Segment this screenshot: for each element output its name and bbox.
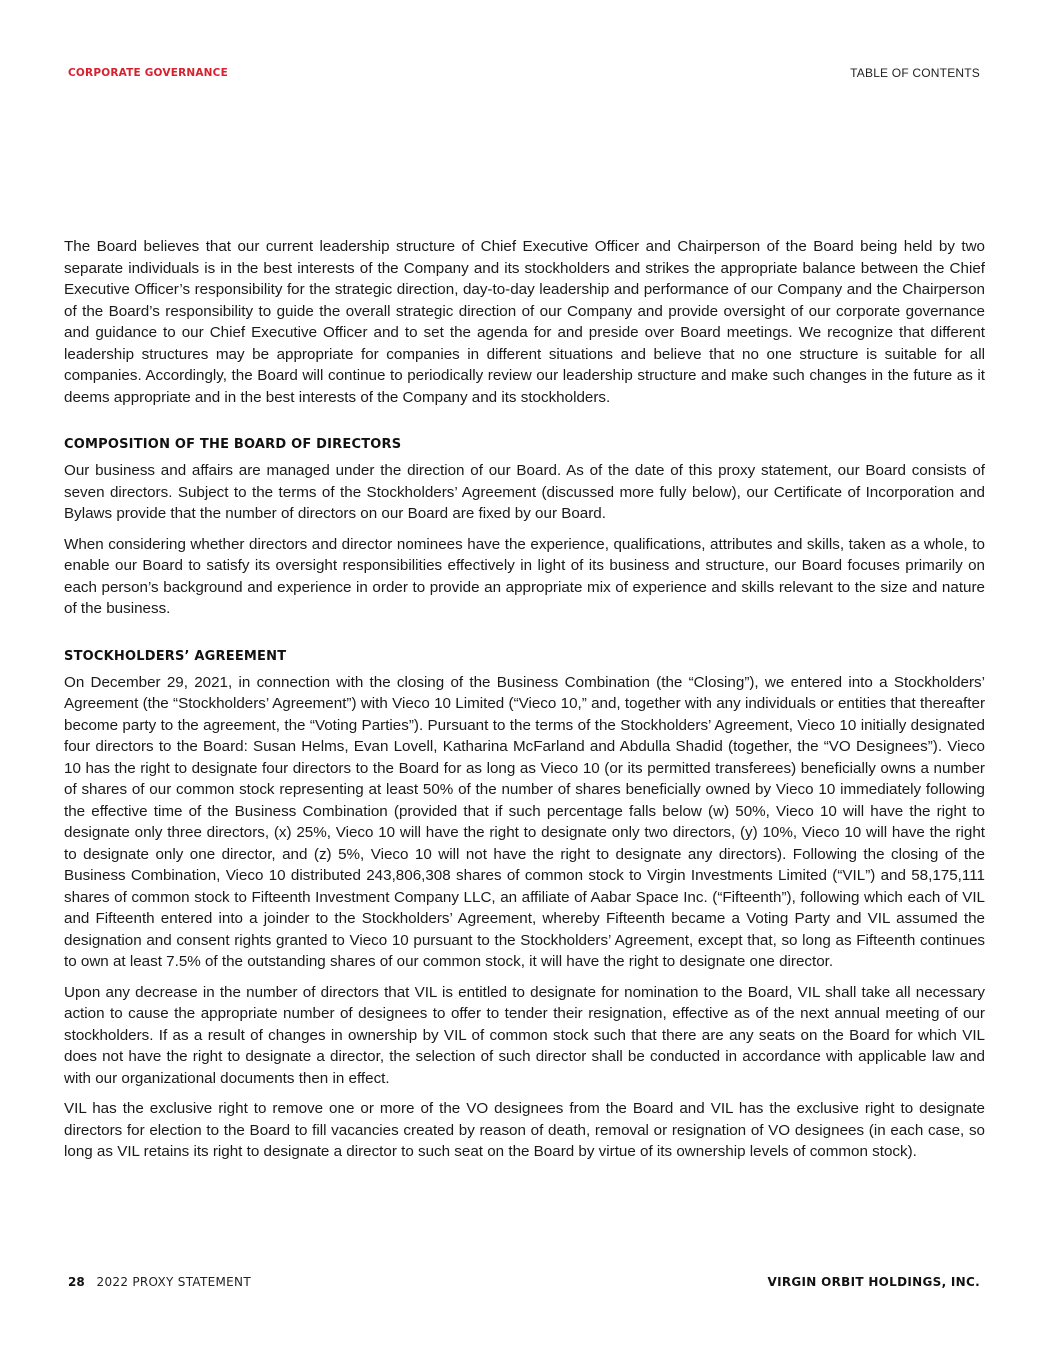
agreement-paragraph-3: VIL has the exclusive right to remove one or more of the VO designees from the Board and VIL has the exclusive right to designate directors for election to the Board to fill vacancies created by reason of death, removal or resignation of VO designees (in each case, so long as VIL retains its right to designate a director to such seat on the Board by virtue of its ownership levels of common stock). xyxy=(64,1100,985,1160)
footer-left xyxy=(68,1275,251,1289)
stockholders-agreement-heading: STOCKHOLDERS’ AGREEMENT xyxy=(64,648,287,664)
agreement-paragraph-1: On December 29, 2021, in connection with the closing of the Business Combination (the “Closing”), we entered into a Stockholders’ Agreement (the “Stockholders’ Agreement”) with Vieco 10 Limited (“Vieco 10,” and, together with any individuals or entities that thereafter become party to the agreement, the “Voting Parties”). Pursuant to the terms of the Stockholders’ Agreement, Vieco 10 initially designated four directors to the Board: Susan Helms, Evan Lovell, Katharina McFarland and Abdulla Shadid (together, the “VO Designees”). Vieco 10 has the right to designate four directors to the Board for as long as Vieco 10 (or its permitted transferees) beneficially owns a number of shares of our common stock representing at least 50% of the number of shares beneficially owned by Vieco 10 immediately following the effective time of the Business Combination (provided that if such percentage falls below (w) 50%, Vieco 10 will have the right to designate only three directors, (x) 25%, Vieco 10 will have the right to designate only two directors, (y) 10%, Vieco 10 will have the right to designate only one director, and (z) 5%, Vieco 10 will not have the right to designate any directors). Following the closing of the Business Combination, Vieco 10 distributed 243,806,308 shares of common stock to Virgin Investments Limited (“VIL”) and 58,175,111 shares of common stock to Fifteenth Investment Company LLC, an affiliate of Aabar Space Inc. (“Fifteenth”), following which each of VIL and Fifteenth entered into a joinder to the Stockholders’ Agreement, whereby Fifteenth became a Voting Party and VIL assumed the designation and consent rights granted to Vieco 10 pursuant to the Stockholders’ Agreement, except that, so long as Fifteenth continues to own at least 7.5% of the outstanding shares of our common stock, it will have the right to designate one director. xyxy=(64,673,985,970)
composition-paragraph-2: When considering whether directors and director nominees have the experience, qualifications, attributes and skills, taken as a whole, to enable our Board to satisfy its oversight responsibilities effectively in light of its business and structure, our Board focuses primarily on each person’s background and experience in order to provide an appropriate mix of experience and skills relevant to the size and nature of the business. xyxy=(64,535,985,617)
agreement-paragraph-2: Upon any decrease in the number of directors that VIL is entitled to designate for nomination to the Board, VIL shall take all necessary action to cause the appropriate number of designees to offer to tender their resignation, effective as of the next annual meeting of our stockholders. If as a result of changes in ownership by VIL of common stock such that there are any seats on the Board for which VIL does not have the right to designate a director, the selection of such director shall be conducted in accordance with applicable law and with our organizational documents then in effect. xyxy=(64,983,985,1087)
page-number: 28 xyxy=(68,1275,85,1289)
section-label: CORPORATE GOVERNANCE xyxy=(68,67,228,79)
composition-heading: COMPOSITION OF THE BOARD OF DIRECTORS xyxy=(64,437,402,452)
document-title: 2022 PROXY STATEMENT xyxy=(96,1275,251,1289)
composition-paragraph-1: Our business and affairs are managed under the direction of our Board. As of the date of this proxy statement, our Board consists of seven directors. Subject to the terms of the Stockholders’ Agreement (discussed more fully below), our Certificate of Incorporation and Bylaws provide that the number of directors on our Board are fixed by our Board. xyxy=(64,462,985,522)
table-of-contents-link[interactable]: TABLE OF CONTENTS xyxy=(850,66,980,80)
main-content xyxy=(64,236,985,1172)
company-name: VIRGIN ORBIT HOLDINGS, INC. xyxy=(767,1275,980,1289)
intro-paragraph: The Board believes that our current leadership structure of Chief Executive Officer and Chairperson of the Board being held by two separate individuals is in the best interests of the Company and its stockholders and strikes the appropriate balance between the Chief Executive Officer’s responsibility for the strategic direction, day-to-day leadership and performance of our Company and the Chairperson of the Board’s responsibility to guide the overall strategic direction of our Company and provide oversight of our corporate governance and guidance to our Chief Executive Officer and to set the agenda for and preside over Board meetings. We recognize that different leadership structures may be appropriate for companies in different situations and believe that no one structure is suitable for all companies. Accordingly, the Board will continue to periodically review our leadership structure and make such changes in the future as it deems appropriate and in the best interests of the Company and its stockholders. xyxy=(64,238,985,406)
